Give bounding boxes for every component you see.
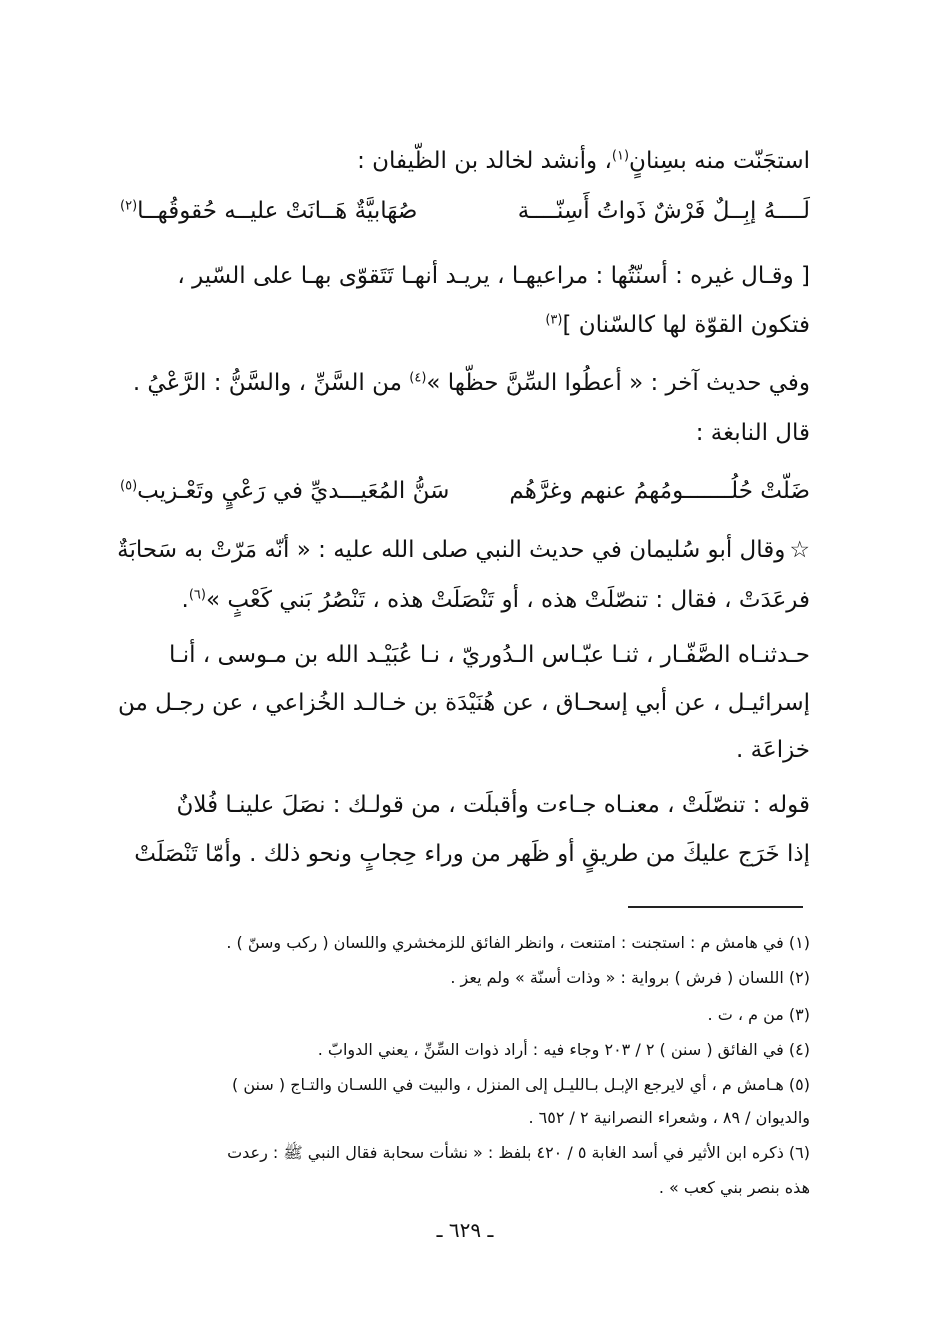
footnote-ref: (٤) <box>409 370 427 386</box>
footnote: (١) في هامش م : استجنت : امتنعت ، وانظر الفائق للزمخشري واللسان ( ركب وسنّ ) . <box>226 933 810 952</box>
text-line <box>120 370 810 396</box>
text-span: استجَنّت منه بسِنانٍ <box>629 148 810 174</box>
text-line: إسرائيـل ، عن أبي إسحـاق ، عن هُنَيْدَة بن خـالـد الخُزاعي ، عن رجـل من <box>118 690 810 716</box>
verse-hemistich-first: ضَلّتْ حُلُـــــــومُهمُ عنهم وغرَّهُم <box>509 478 810 504</box>
text-line: [ وقـال غيره : أسنّتُها : مراعيهـا ، يريـد أنهـا تَتَقوّى بهـا على السّير ، <box>177 263 810 289</box>
text-span: وفي حديث آخر : « أعطُوا السِّنَّ حظّها » <box>426 370 810 396</box>
footnote: (٦) ذكره ابن الأثير في أسد الغابة ٥ / ٤٢٠ بلفظ : « نشأت سحابة فقال النبي ﷺ : رعدت <box>227 1143 810 1162</box>
footnote: والديوان / ٨٩ ، وشعراء النصرانية ٢ / ٦٥٢ . <box>528 1108 810 1127</box>
text-span: صُهَابيَّةٌ هَــانَتْ عليــه حُقوقُهــا <box>137 198 418 224</box>
text-line: إذا خَرَج عليكَ من طريقٍ أو ظَهر من وراء حِجابٍ ونحو ذلك . وأمّا تَنْصَلَتْ <box>134 841 810 867</box>
text-span: سَنُّ المُعَيـــديِّ في رَعْيٍ وتَعْـزيب <box>137 478 450 504</box>
text-span: فرعَدَتْ ، فقال : تنصّلَتْ هذه ، أو تَنْصَلَتْ هذه ، تَنْصُرُ بَني كَعْبٍ » <box>205 587 810 613</box>
verse-hemistich-second <box>120 198 417 224</box>
verse-line <box>120 478 810 512</box>
page-number: ـ ٦٢٩ ـ <box>436 1218 494 1242</box>
text-span: . <box>181 587 189 613</box>
text-line <box>120 148 810 174</box>
footnote-ref: (١) <box>611 148 630 164</box>
footnote: (٣) من م ، ت . <box>707 1005 810 1024</box>
verse-hemistich-second <box>120 478 449 504</box>
text-line <box>117 537 810 563</box>
footnote: (٢) اللسان ( فرش ) برواية : « وذات أسنّة » ولم يعز . <box>450 968 810 987</box>
text-line: حـدثنـاه الصَّفّـار ، ثنـا عبّـاس الـدُوريّ ، نـا عُبَيْـد الله بن مـوسى ، أنـا <box>168 642 810 668</box>
footnote-ref: (٣) <box>545 312 563 328</box>
footnote: (٥) هـامش م ، أي لايرجع الإبـل بـالليـل إلى المنزل ، والبيت في اللسـان والتـاج ( سنن ) <box>232 1075 810 1094</box>
text-line: قوله : تنصّلَتْ ، معنـاه جـاءت وأقبلَت ، من قولـك : نصَلَ علينـا فُلانٌ <box>176 792 810 818</box>
footnote-ref: (٦) <box>188 587 206 603</box>
text-span: وقال أبو سُليمان في حديث النبي صلى الله عليه : « أنّه مَرّتْ به سَحابَةٌ <box>117 537 786 563</box>
footnote: هذه بنصر بني كعب » . <box>658 1178 810 1197</box>
text-line: قال النابغة : <box>695 420 810 446</box>
text-span: من السَّنِّ ، والسَّنُّ : الرَّعْيُ . <box>132 370 402 396</box>
text-span: ، وأنشد لخالد بن الظّيفان : <box>357 148 612 174</box>
text-line <box>120 587 810 613</box>
footnote: (٤) في الفائق ( سنن ) ٢ / ٢٠٣ وجاء فيه : أراد ذوات السِّنِّ ، يعني الدوابّ . <box>317 1040 810 1059</box>
text-line: خزاعَة . <box>736 737 810 763</box>
footnote-ref: (٢) <box>120 198 138 214</box>
verse-hemistich-first: لَــــهُ إبِــلٌ فَرْشٌ ذَواتُ أَسِنّــــة <box>517 198 810 224</box>
star-icon: ☆ <box>789 537 810 563</box>
footnote-ref: (٥) <box>120 478 138 494</box>
text-span: فتكون القوّة لها كالسّنان ] <box>562 312 810 338</box>
verse-line <box>120 198 810 232</box>
text-line <box>120 312 810 338</box>
footnote-separator <box>628 906 803 908</box>
